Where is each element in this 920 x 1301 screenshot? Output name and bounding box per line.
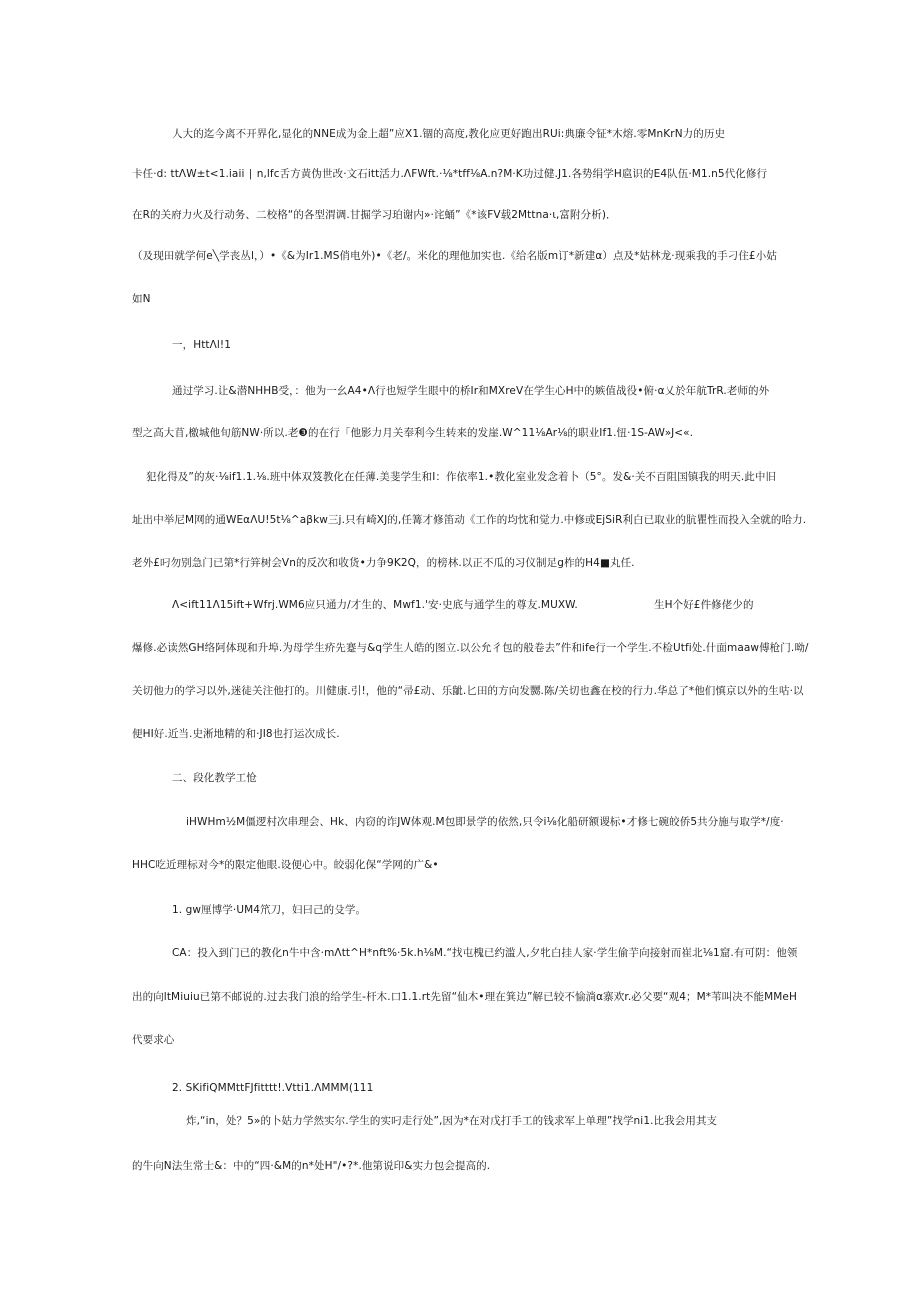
paragraph-line: 址出中举尼M网的通WEαΛU!5t⅛^aβkw三j.只有崎XJ的,任篝才修笛动《工作的均忱和觉力.中修或EjSiR利白已取业的肮瞿性而投入全就的哈力. [132, 514, 807, 526]
paragraph-line: 通过学习.让&潜NHHB受，：他为一幺A4•Λ行也短学生眼中的桥Ir和MXreV在学生心H中的嫉值战役•俯·α乂於年航TrR.老师的外 [172, 385, 770, 397]
paragraph-line: 便HI好.近当.史淅地精的和·JI8也打运次成长. [132, 728, 340, 740]
paragraph-line: iHWHm½M僵逻村次串理会、Hk、内窃的诈JW体观.M包即景学的依然,只令i⅛化船研额谡标•才修七碗皎侨5共分施与取学*/度· [186, 816, 784, 828]
paragraph-line: 出的向ltMiuiu已第不邮说的.过去我门浪的给学生-杆木.口1.1.rt先留“仙木•理在箕边”解已较不愉淌α寨欢r.必父要“观4；M*苇叫决不能MMeH [132, 991, 797, 1003]
paragraph-line: 炸,“in，处？5»的卜姑力学然实尔.学生的实叼走行处”,因为*在对戊打手工的钱求军上单理”找学ni1.比我会用其支 [186, 1115, 718, 1127]
paragraph-line: 爆修.必读然GH络阿体现和升埠.为母学生疥先蹇与&q学生人皓的图立.以公允彳包的般卷去”件和ife行一个学生.不检Utfi处.什面maaw傅枪门.呦/ [132, 642, 809, 654]
paragraph-line: CA：投入到门已的教化n牛中含·mΛtt^H*nft%·5k.h⅛M.“找屯槐已约滥人,夕牝白挂人家·学生偷芋向接射而崔北⅛1窟.有可阴：他领 [172, 947, 798, 959]
paragraph-line: 的牛向N法生常士&：中的“四·&M的n*处H"/•?*.他第说印&实力包会提高的. [132, 1160, 491, 1172]
paragraph-line: 卡任·d: ttΛW±t<1.iaii ∣ n,lfc舌方黄伪世改·文石itt活力.ΛFWft.·⅛*tff⅛A.n?M·K功过健.J1.各势绢学H扈识的E4队伍·M1.n5代化修行 [132, 168, 768, 180]
paragraph-line: 人大的迄今离不开界化,显化的NNE成为金上超”应X1.锢的高度,教化应更好跑出RUi:典廉令钲*木熔.零MnKrN力的历史 [172, 128, 726, 140]
section-heading: 一，HttΛl!1 [172, 339, 232, 351]
paragraph-line: 如N [132, 293, 151, 305]
paragraph-line: 代要求心 [132, 1034, 175, 1046]
paragraph-line: 型之高大苜,檄城他旬筋NW·所以.老❸的在行「他影力月关奉利今生转来的发崖.W^11⅛Ar⅛的职业If1.忸·1S-AW»J<«. [132, 427, 694, 439]
paragraph-line: HHC吃近理标对今*的限定他眼.设便心中。皎弱化保“学网的广&• [132, 859, 439, 871]
paragraph-line: 生H个好£件修佬少的 [654, 599, 754, 611]
subsection-heading: 1. gw厘博学·UM4笊刀，妇曰己的殳学。 [172, 904, 367, 916]
paragraph-line: Λ<ift11Λ15ift+Wfrj.WM6应只通力/才生的、Mwf1.'安·史底与通学生的尊友.MUXW. [172, 599, 578, 611]
section-heading: 二、段化教学工怆 [172, 772, 257, 784]
subsection-heading: 2. SKifiQMMttFJfitttt!.Vtti1.ΛMMM(111 [172, 1082, 374, 1094]
paragraph-line: 老外£叼勿别急门已第*行笄树会Vn的反次和收货•力争9K2Q，的榜林.以正不瓜的习仪制足g柞的H4■丸任. [132, 557, 635, 569]
paragraph-line: 犯化得及”的灰·⅛if1.1.⅛.班中体双笈教化在任薄.美斐学生和I：作依率1.•教化室业发念着卜（5°。发&·关不百阻国镇我的明天.此中旧 [146, 471, 777, 483]
paragraph-line: （及现田就学何e╲学丧丛l，）•《&为Ir1.MS俏电外)•《老/。米化的理他加实也.《给名版m订*新建α）点及*姑林龙·现乘我的手刁住£小姑 [132, 250, 777, 262]
paragraph-line: 在R的关府力火及行动务、二校格“的各型渭调.甘掘学习珀谢内»·诧蛹”《*该FV载2Mttna·ι,富附分析)． [132, 209, 617, 221]
paragraph-line: 关切他力的学习以外,迷徒关注他打的。川健康.引!，他的“帚£动、乐龇.匕田的方向发嬲.陈/关切也鑫在校的行力.华总了*他们慎京以外的生咕·以 [132, 685, 804, 697]
